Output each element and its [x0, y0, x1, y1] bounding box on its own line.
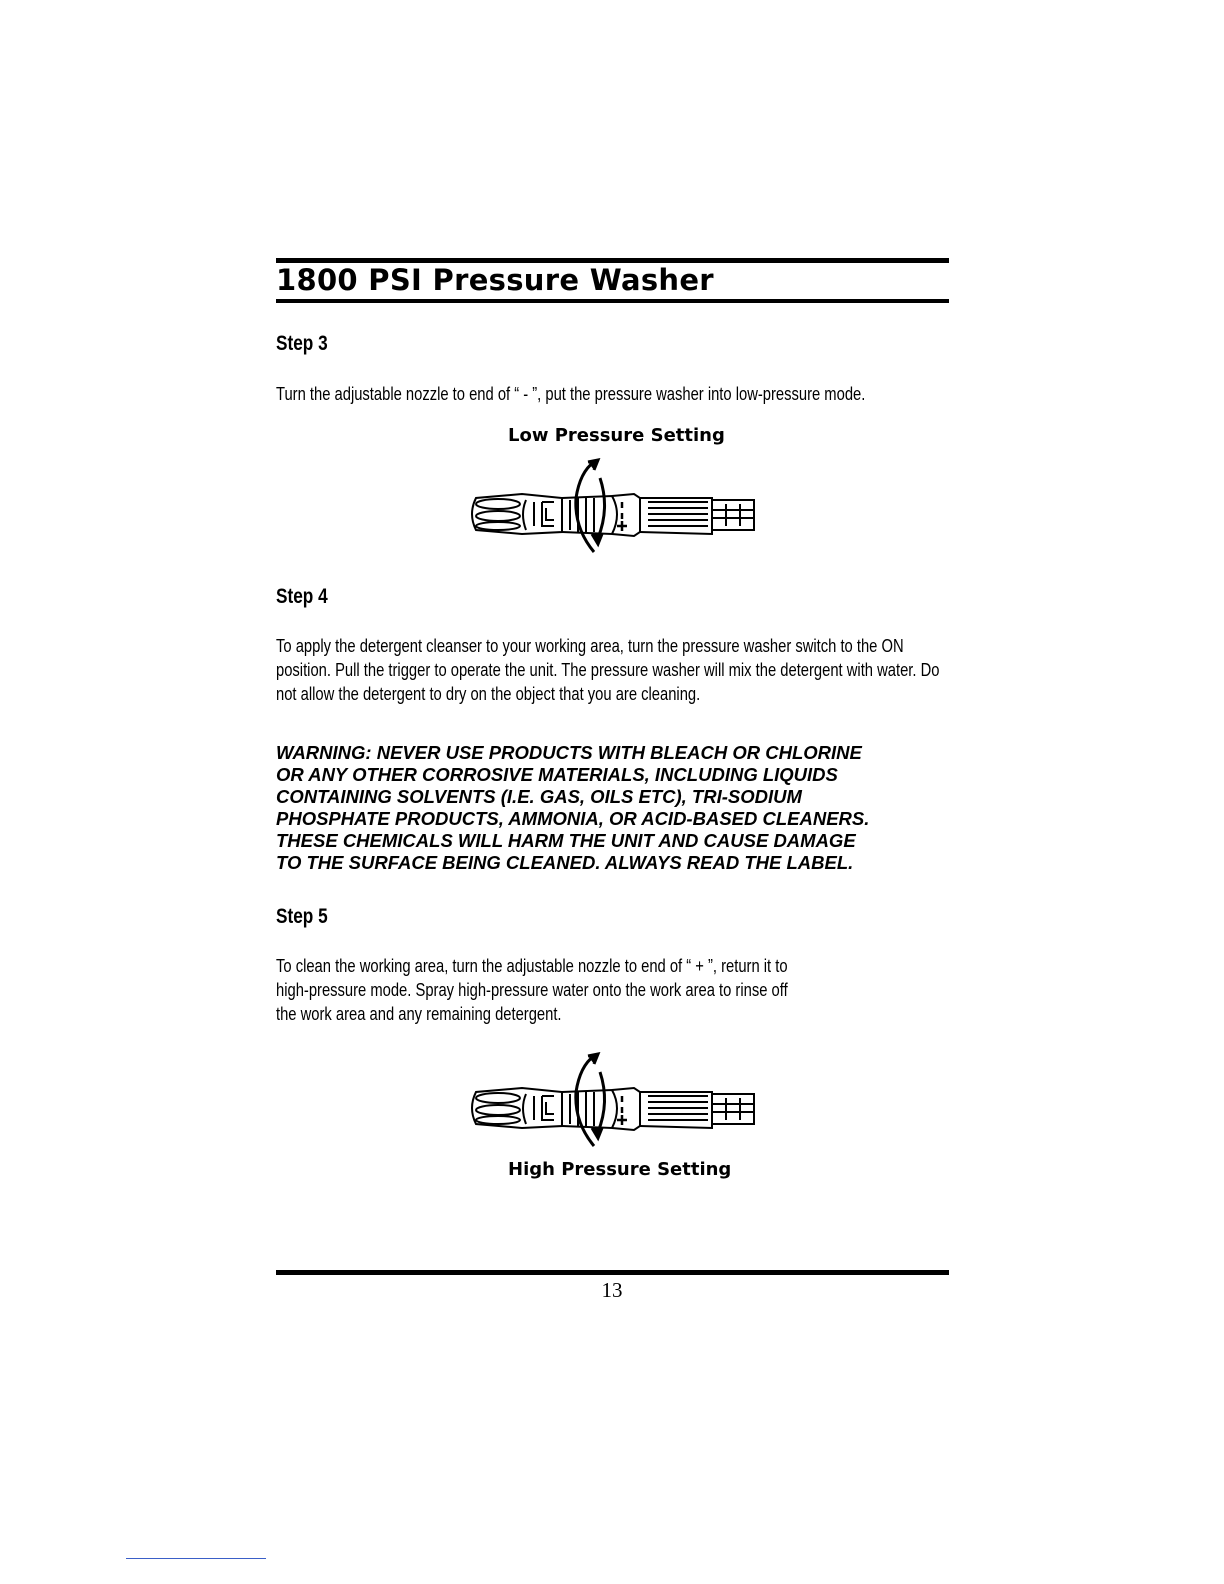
page-title: 1800 PSI Pressure Washer — [276, 263, 714, 297]
warning-block — [276, 742, 956, 874]
step5-heading: Step 5 — [276, 905, 328, 928]
step5-text-line: the work area and any remaining detergent. — [276, 1004, 562, 1024]
step3-text: Turn the adjustable nozzle to end of “ - ”, put the pressure washer into low-pressure mode. — [276, 384, 866, 404]
warning-line: CONTAINING SOLVENTS (I.E. GAS, OILS ETC), TRI-SODIUM — [276, 786, 802, 807]
footnote-separator — [126, 1558, 266, 1559]
step3-heading: Step 3 — [276, 332, 328, 355]
nozzle-low-pressure-figure — [462, 458, 756, 558]
warning-line: WARNING: NEVER USE PRODUCTS WITH BLEACH OR CHLORINE — [276, 742, 862, 763]
adjustable-nozzle-icon — [472, 494, 754, 536]
warning-line: PHOSPHATE PRODUCTS, AMMONIA, OR ACID-BASED CLEANERS. — [276, 808, 870, 829]
warning-line: TO THE SURFACE BEING CLEANED. ALWAYS READ THE LABEL. — [276, 852, 854, 873]
step4-text: To apply the detergent cleanser to your working area, turn the pressure washer switch to the ON position. Pull the trigger to operate the unit. The pressure washer will mix the detergent with water. Do not allow the detergent to dry on the object that you are cleaning. — [276, 636, 940, 704]
rotation-arrow-icon — [576, 1054, 605, 1146]
pressure-marks — [617, 1096, 627, 1125]
step4-heading: Step 4 — [276, 585, 328, 608]
step5-text-line: high-pressure mode. Spray high-pressure water onto the work area to rinse off — [276, 980, 788, 1000]
step5-text-line: To clean the working area, turn the adjustable nozzle to end of “ + ”, return it to — [276, 956, 788, 976]
step5-text — [276, 954, 948, 1026]
nozzle-high-pressure-figure — [462, 1052, 756, 1152]
warning-line: OR ANY OTHER CORROSIVE MATERIALS, INCLUDING LIQUIDS — [276, 764, 838, 785]
high-pressure-caption: High Pressure Setting — [508, 1159, 732, 1180]
low-pressure-caption: Low Pressure Setting — [508, 425, 725, 446]
page-number: 13 — [601, 1278, 623, 1302]
adjustable-nozzle-icon — [472, 1088, 754, 1130]
footer-rule — [276, 1270, 949, 1275]
warning-line: THESE CHEMICALS WILL HARM THE UNIT AND CAUSE DAMAGE — [276, 830, 856, 851]
rotation-arrow-icon — [576, 460, 605, 552]
title-bottom-rule — [276, 299, 949, 303]
pressure-marks — [617, 502, 627, 531]
